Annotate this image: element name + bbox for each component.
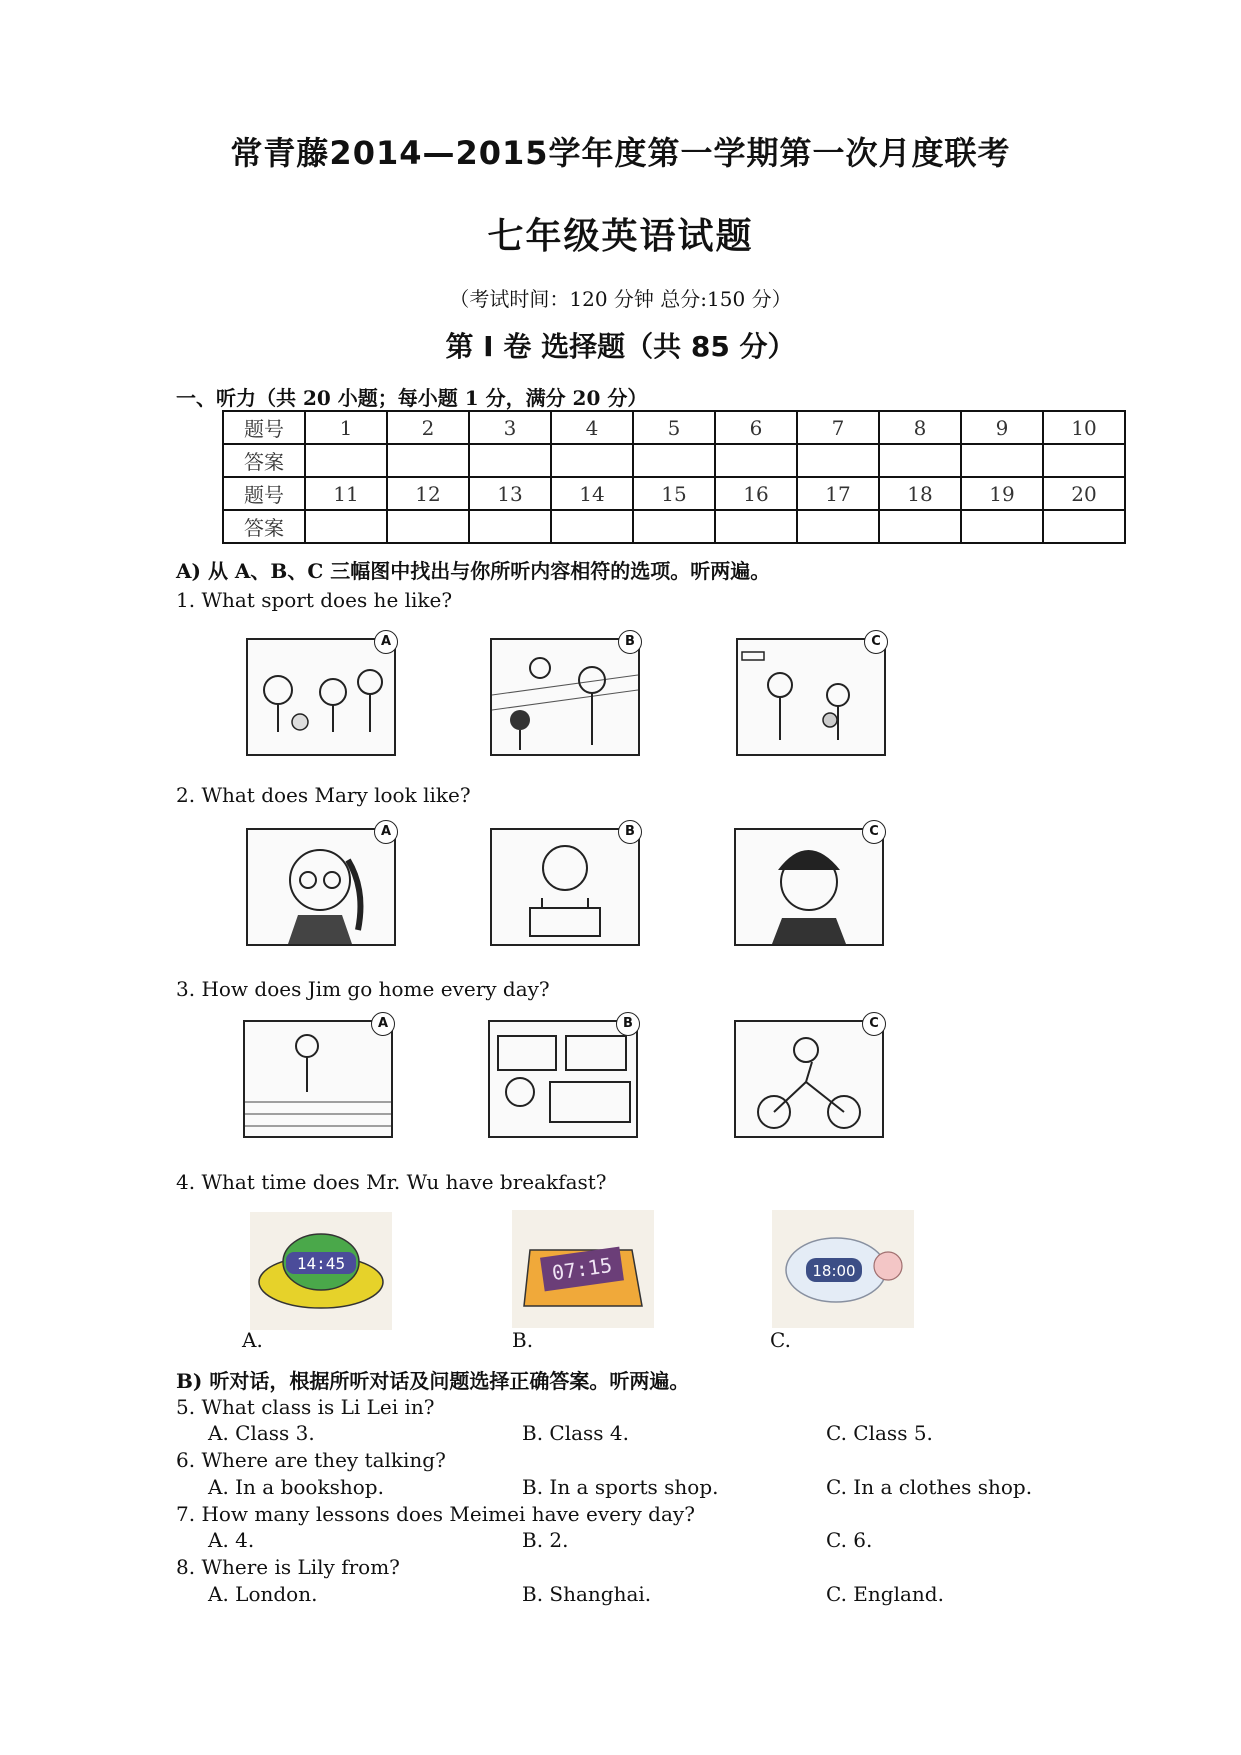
- table-row: [223, 411, 1125, 444]
- option-badge: A: [371, 1012, 395, 1036]
- answer-cell[interactable]: [633, 444, 715, 477]
- option-badge: C: [862, 820, 886, 844]
- table-cell: 4: [551, 411, 633, 444]
- picture-1a[interactable]: [246, 630, 396, 754]
- bicycle-illustration: [736, 1022, 882, 1136]
- table-cell: 14: [551, 477, 633, 510]
- answer-cell[interactable]: [305, 444, 387, 477]
- picture-3a[interactable]: [243, 1012, 393, 1136]
- option-badge: B: [618, 820, 642, 844]
- answer-cell[interactable]: [797, 510, 879, 543]
- desk-clock-illustration: [512, 1210, 654, 1328]
- clock-option-a[interactable]: [250, 1212, 392, 1330]
- option-badge: C: [864, 630, 888, 654]
- picture-frame: [734, 828, 884, 946]
- table-cell: 20: [1043, 477, 1125, 510]
- picture-2a[interactable]: [246, 820, 396, 944]
- clock-label-b: B.: [512, 1328, 534, 1352]
- table-row: [223, 477, 1125, 510]
- table-row: [223, 510, 1125, 543]
- clock-label-a: A.: [242, 1328, 263, 1352]
- option-8b[interactable]: B. Shanghai.: [522, 1582, 652, 1606]
- option-7c[interactable]: C. 6.: [826, 1528, 873, 1552]
- question-1: 1. What sport does he like?: [176, 588, 453, 612]
- bus-illustration: [490, 1022, 636, 1136]
- picture-frame: [490, 828, 640, 946]
- answer-cell[interactable]: [387, 444, 469, 477]
- picture-frame: [736, 638, 886, 756]
- question-8: 8. Where is Lily from?: [176, 1555, 400, 1579]
- table-cell: 7: [797, 411, 879, 444]
- option-6b[interactable]: B. In a sports shop.: [522, 1475, 719, 1499]
- part-title: 第 I 卷 选择题（共 85 分）: [445, 330, 796, 363]
- option-6c[interactable]: C. In a clothes shop.: [826, 1475, 1033, 1499]
- listening-heading: 一、听力（共 20 小题；每小题 1 分，满分 20 分）: [176, 386, 648, 410]
- picture-2b[interactable]: [490, 820, 640, 944]
- question-6: 6. Where are they talking?: [176, 1448, 446, 1472]
- table-cell: 13: [469, 477, 551, 510]
- option-badge: A: [374, 630, 398, 654]
- answer-cell[interactable]: [387, 510, 469, 543]
- option-badge: B: [618, 630, 642, 654]
- question-3: 3. How does Jim go home every day?: [176, 977, 550, 1001]
- picture-frame: [734, 1020, 884, 1138]
- ufo-clock-illustration: [250, 1212, 392, 1330]
- answer-cell[interactable]: [1043, 510, 1125, 543]
- answer-cell[interactable]: [879, 444, 961, 477]
- answer-cell[interactable]: [305, 510, 387, 543]
- exam-subtitle: 七年级英语试题: [487, 216, 754, 257]
- option-badge: B: [616, 1012, 640, 1036]
- picture-3c[interactable]: [734, 1012, 884, 1136]
- answer-cell[interactable]: [879, 510, 961, 543]
- table-cell: 12: [387, 477, 469, 510]
- option-7b[interactable]: B. 2.: [522, 1528, 569, 1552]
- picture-3b[interactable]: [488, 1012, 638, 1136]
- answer-cell[interactable]: [551, 510, 633, 543]
- picture-1c[interactable]: [736, 630, 886, 754]
- answer-cell[interactable]: [469, 444, 551, 477]
- picture-2c[interactable]: [734, 820, 884, 944]
- option-8c[interactable]: C. England.: [826, 1582, 944, 1606]
- table-cell: 19: [961, 477, 1043, 510]
- question-2: 2. What does Mary look like?: [176, 783, 471, 807]
- walking-illustration: [245, 1022, 391, 1136]
- football-players-illustration: [248, 640, 394, 754]
- table-cell: 3: [469, 411, 551, 444]
- table-cell: 1: [305, 411, 387, 444]
- table-label: 题号: [223, 411, 305, 444]
- option-6a[interactable]: A. In a bookshop.: [208, 1475, 384, 1499]
- clock-option-b[interactable]: [512, 1210, 654, 1328]
- table-label: 题号: [223, 477, 305, 510]
- answer-cell[interactable]: [469, 510, 551, 543]
- table-cell: 9: [961, 411, 1043, 444]
- option-8a[interactable]: A. London.: [208, 1582, 318, 1606]
- boy-illustration: [736, 830, 882, 944]
- table-cell: 8: [879, 411, 961, 444]
- table-label: 答案: [223, 444, 305, 477]
- picture-frame: [243, 1020, 393, 1138]
- birthday-child-illustration: [492, 830, 638, 944]
- answer-cell[interactable]: [961, 510, 1043, 543]
- answer-cell[interactable]: [633, 510, 715, 543]
- answer-cell[interactable]: [715, 510, 797, 543]
- table-cell: 11: [305, 477, 387, 510]
- answer-table: [222, 410, 1126, 544]
- exam-title: 常青藤2014—2015学年度第一学期第一次月度联考: [230, 134, 1011, 172]
- question-4: 4. What time does Mr. Wu have breakfast?: [176, 1170, 607, 1194]
- option-7a[interactable]: A. 4.: [208, 1528, 255, 1552]
- clock-time: 14:45: [296, 1254, 346, 1273]
- answer-cell[interactable]: [551, 444, 633, 477]
- table-cell: 6: [715, 411, 797, 444]
- question-7: 7. How many lessons does Meimei have every day?: [176, 1502, 695, 1526]
- girl-with-glasses-illustration: [248, 830, 394, 944]
- table-row: [223, 444, 1125, 477]
- table-cell: 5: [633, 411, 715, 444]
- table-label: 答案: [223, 510, 305, 543]
- basketball-illustration: [738, 640, 884, 754]
- table-cell: 18: [879, 477, 961, 510]
- option-badge: A: [374, 820, 398, 844]
- answer-cell[interactable]: [961, 444, 1043, 477]
- section-b-heading: B) 听对话，根据所听对话及问题选择正确答案。听两遍。: [176, 1369, 690, 1393]
- answer-cell[interactable]: [715, 444, 797, 477]
- clock-label-c: C.: [770, 1328, 791, 1352]
- picture-1b[interactable]: [490, 630, 640, 754]
- answer-cell[interactable]: [797, 444, 879, 477]
- exam-info: （考试时间：120 分钟 总分:150 分）: [449, 287, 792, 311]
- section-a-heading: A) 从 A、B、C 三幅图中找出与你所听内容相符的选项。听两遍。: [176, 559, 771, 583]
- clock-time: 18:00: [812, 1262, 856, 1280]
- option-badge: C: [862, 1012, 886, 1036]
- table-cell: 2: [387, 411, 469, 444]
- picture-frame: [246, 638, 396, 756]
- table-cell: 15: [633, 477, 715, 510]
- picture-frame: [246, 828, 396, 946]
- table-cell: 10: [1043, 411, 1125, 444]
- question-5: 5. What class is Li Lei in?: [176, 1395, 435, 1419]
- option-5b[interactable]: B. Class 4.: [522, 1421, 630, 1445]
- sheep-clock-illustration: [772, 1210, 914, 1328]
- option-5c[interactable]: C. Class 5.: [826, 1421, 933, 1445]
- clock-time: 07:15: [550, 1252, 614, 1286]
- volleyball-illustration: [492, 640, 638, 754]
- table-cell: 16: [715, 477, 797, 510]
- clock-option-c[interactable]: [772, 1210, 914, 1328]
- picture-frame: [490, 638, 640, 756]
- table-cell: 17: [797, 477, 879, 510]
- picture-frame: [488, 1020, 638, 1138]
- option-5a[interactable]: A. Class 3.: [208, 1421, 315, 1445]
- answer-cell[interactable]: [1043, 444, 1125, 477]
